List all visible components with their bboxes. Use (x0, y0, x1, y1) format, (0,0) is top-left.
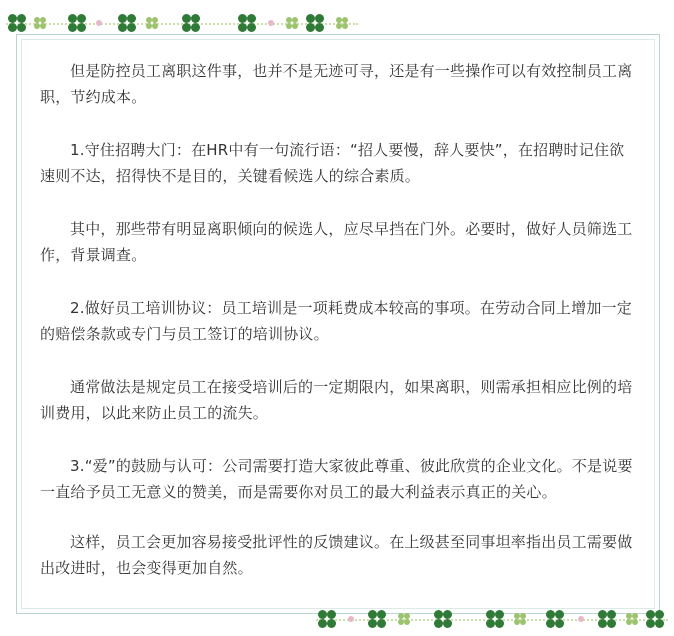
clover-icon (118, 14, 136, 32)
clover-icon (486, 610, 504, 628)
paragraph-recruitment-gate: 1.守住招聘大门：在HR中有一句流行语：“招人要慢，辞人要快”，在招聘时记住欲速则不达，招得快不是目的，关键看候选人的综合素质。 (40, 141, 625, 185)
clover-icon (368, 610, 386, 628)
clover-icon (34, 17, 46, 29)
clover-icon (306, 14, 324, 32)
paragraph-encouragement: 3.“爱”的鼓励与认可：公司需要打造大家彼此尊重、彼此欣赏的企业文化。不是说要一直给予员工无意义的赞美，而是需要你对员工的最大利益表示真正的关心。 (40, 457, 633, 501)
paragraph-training-cost: 通常做法是规定员工在接受培训后的一定期限内，如果离职，则需承担相应比例的培训费用，以此来防止员工的流失。 (40, 378, 633, 422)
flower-icon (578, 616, 584, 622)
bottom-clover-border (316, 604, 668, 634)
paragraph-intro: 但是防控员工离职这件事，也并不是无迹可寻，还是有一些操作可以有效控制员工离职，节约成本。 (40, 62, 633, 106)
flower-icon (96, 20, 102, 26)
clover-icon (598, 610, 616, 628)
clover-icon (182, 14, 200, 32)
article-body (40, 58, 636, 608)
clover-icon (318, 610, 336, 628)
clover-icon (286, 17, 298, 29)
flower-icon (348, 616, 354, 622)
clover-icon (626, 613, 638, 625)
clover-icon (514, 613, 526, 625)
clover-icon (8, 14, 26, 32)
clover-icon (146, 17, 158, 29)
clover-icon (238, 14, 256, 32)
clover-icon (434, 610, 452, 628)
clover-icon (398, 613, 410, 625)
clover-icon (336, 17, 348, 29)
paragraph-training-agreement: 2.做好员工培训协议：员工培训是一项耗费成本较高的事项。在劳动合同上增加一定的赔偿条款或专门与员工签订的培训协议。 (40, 299, 632, 343)
flower-icon (268, 20, 274, 26)
clover-icon (68, 14, 86, 32)
paragraph-screening: 其中，那些带有明显离职倾向的候选人，应尽早挡在门外。必要时，做好人员筛选工作，背景调查。 (40, 220, 633, 264)
paragraph-feedback: 这样，员工会更加容易接受批评性的反馈建议。在上级甚至同事坦率指出员工需要做出改进时，也会变得更加自然。 (40, 533, 633, 577)
clover-icon (546, 610, 564, 628)
clover-icon (646, 610, 664, 628)
